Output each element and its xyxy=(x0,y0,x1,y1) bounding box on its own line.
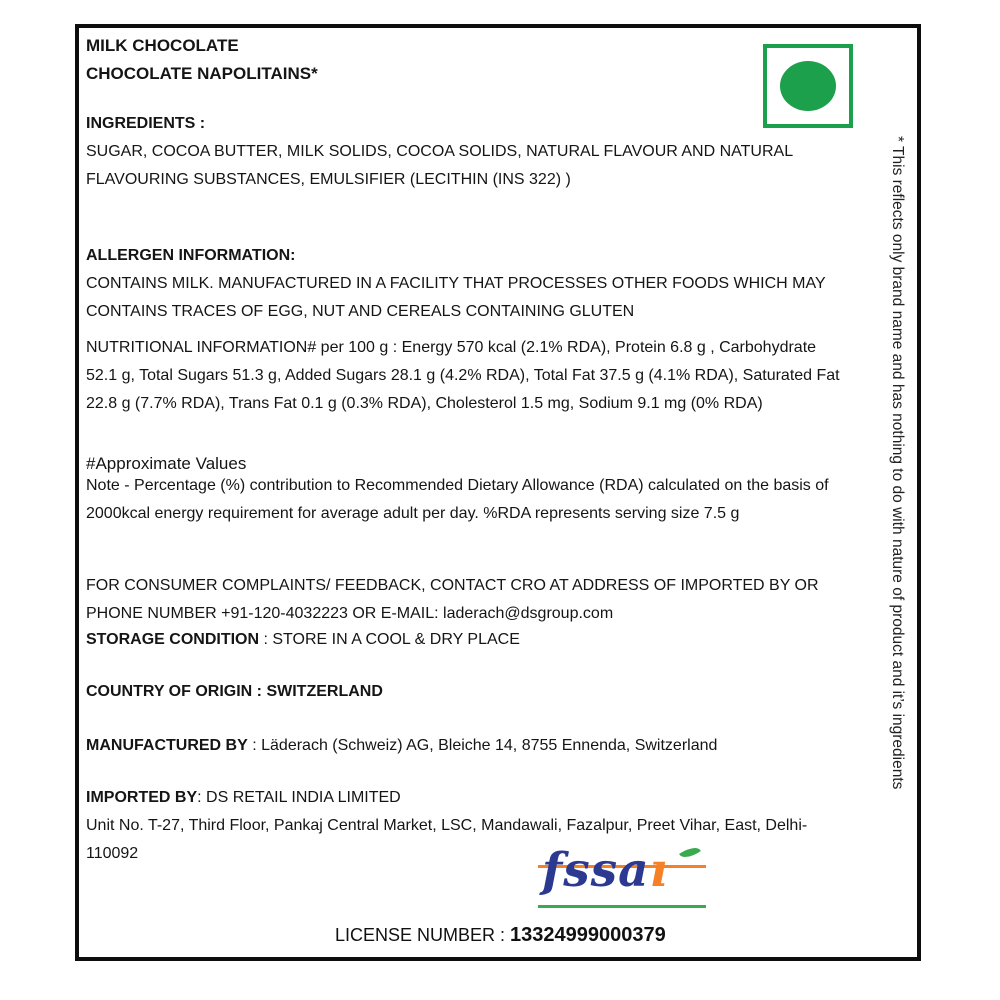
importer-address: Unit No. T-27, Third Floor, Pankaj Central Market, LSC, Mandawali, Fazalpur, Preet Vihar, East, Delhi-110092 xyxy=(86,817,808,862)
label-border xyxy=(75,24,921,961)
storage-line xyxy=(86,626,868,654)
fssai-wordmark xyxy=(542,843,668,898)
fssai-wordmark-main: fssa xyxy=(542,843,650,898)
approximate-values-note: #Approximate Values xyxy=(86,454,247,473)
importer-label: IMPORTED BY xyxy=(86,789,198,806)
fssai-logo xyxy=(538,843,706,910)
storage-label: STORAGE CONDITION xyxy=(86,631,260,648)
allergen-heading: ALLERGEN INFORMATION: xyxy=(86,247,296,264)
license-line xyxy=(335,920,666,950)
origin-line: COUNTRY OF ORIGIN : SWITZERLAND xyxy=(86,683,383,700)
importer-line xyxy=(86,784,868,812)
allergen-text: CONTAINS MILK. MANUFACTURED IN A FACILITY THAT PROCESSES OTHER FOODS WHICH MAY CONTAINS TRACES OF EGG, NUT AND CEREALS CONTAINING GLUTEN xyxy=(86,275,826,320)
importer-value: : DS RETAIL INDIA LIMITED xyxy=(197,789,401,806)
green-dot-icon xyxy=(780,61,836,111)
license-label: LICENSE NUMBER : xyxy=(335,925,511,945)
product-title-block xyxy=(86,32,868,88)
rda-note: Note - Percentage (%) contribution to Recommended Dietary Allowance (RDA) calculated on the basis of 2000kcal energy requirement for average adult per day. %RDA represents serving size 7.5 g xyxy=(86,477,829,522)
manufacturer-value: : Läderach (Schweiz) AG, Bleiche 14, 8755 Ennenda, Switzerland xyxy=(247,737,718,754)
manufacturer-line xyxy=(86,732,868,760)
product-subtitle: CHOCOLATE NAPOLITAINS* xyxy=(86,64,318,83)
nutrition-text: NUTRITIONAL INFORMATION# per 100 g : Energy 570 kcal (2.1% RDA), Protein 6.8 g , Carbohydrate 52.1 g, Total Sugars 51.3 g, Added Sugars 28.1 g (4.2% RDA), Total Fat 37.5 g (4.1% RDA), Saturated Fat 22.8 g (7.7% RDA), Trans Fat 0.1 g (0.3% RDA), Cholesterol 1.5 mg, Sodium 9.1 mg (0% RDA) xyxy=(86,339,840,412)
license-number: 13324999000379 xyxy=(510,924,666,946)
manufacturer-label: MANUFACTURED BY xyxy=(86,737,248,754)
fssai-baseline xyxy=(538,905,706,908)
side-disclaimer: * This reflects only brand name and has nothing to do with nature of product and it’s ingredients xyxy=(889,136,906,790)
ingredients-heading: INGREDIENTS : xyxy=(86,115,206,132)
product-name: MILK CHOCOLATE xyxy=(86,36,239,55)
fssai-wordmark-i: ı xyxy=(649,843,669,898)
veg-symbol-icon xyxy=(763,44,853,128)
consumer-contact-text: FOR CONSUMER COMPLAINTS/ FEEDBACK, CONTACT CRO AT ADDRESS OF IMPORTED BY OR PHONE NUMBER +91-120-4032223 OR E-MAIL: laderach@dsgroup.com xyxy=(86,577,819,622)
storage-value: : STORE IN A COOL & DRY PLACE xyxy=(259,631,520,648)
ingredients-text: SUGAR, COCOA BUTTER, MILK SOLIDS, COCOA SOLIDS, NATURAL FLAVOUR AND NATURAL FLAVOURING SUBSTANCES, EMULSIFIER (LECITHIN (INS 322) ) xyxy=(86,143,793,188)
